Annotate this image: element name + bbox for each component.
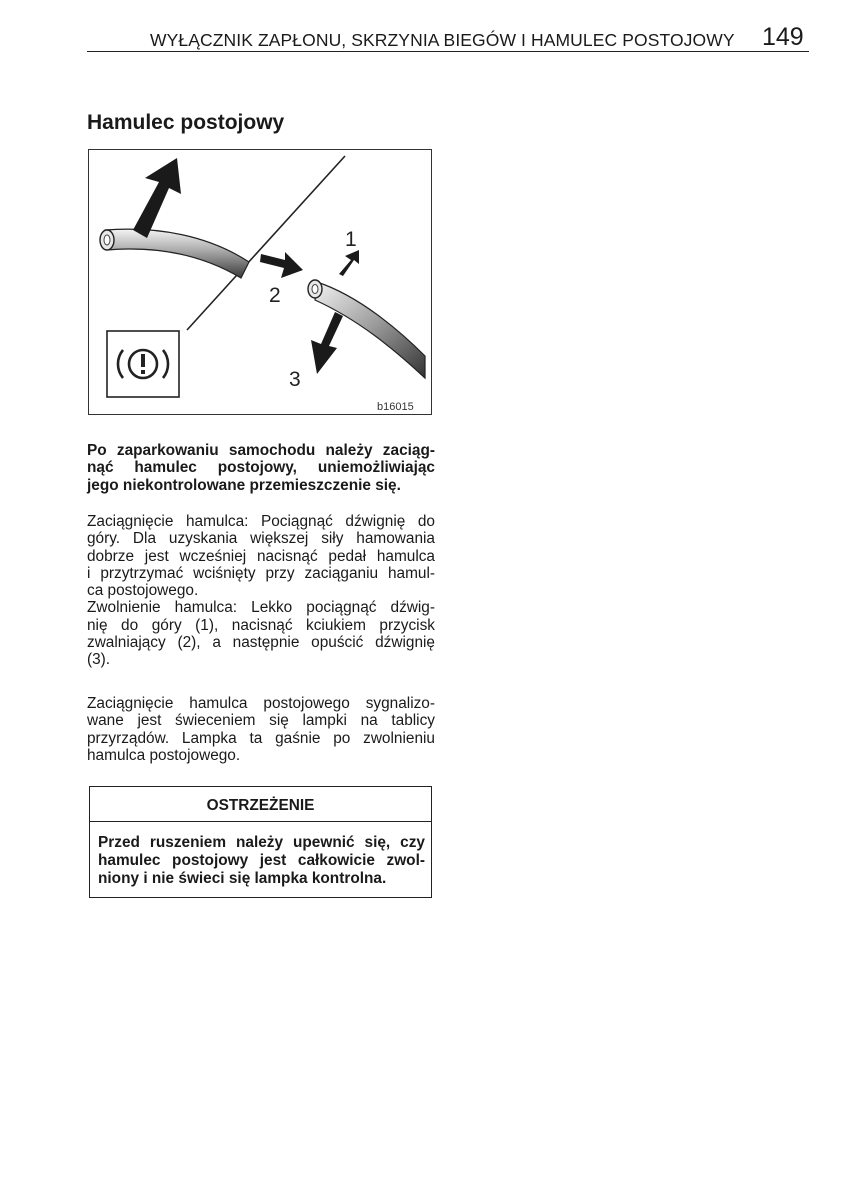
section-title: Hamulec postojowy: [87, 111, 285, 134]
figure-code: b16015: [377, 401, 414, 413]
callout-1: 1: [345, 228, 357, 251]
procedure-line: Zwolnienie hamulca: Lekko pociągnąć dźwig-: [87, 599, 435, 617]
procedure-line: (3).: [87, 651, 111, 669]
arrow-pull-up-icon: [339, 250, 359, 276]
page-number: 149: [762, 23, 804, 51]
intro-paragraph: [87, 442, 435, 494]
indicator-line: przyrządów. Lampka ta gaśnie po zwolnieniu: [87, 729, 435, 747]
indicator-line: wane jest świeceniem się lampki na tablicy: [87, 712, 435, 730]
procedure-line: ca postojowego.: [87, 582, 199, 600]
indicator-paragraph: [87, 695, 435, 764]
parking-brake-figure: [88, 149, 432, 415]
warning-line: niony i nie świeci się lampka kontrolna.: [98, 870, 387, 887]
warning-rule: [90, 821, 431, 822]
warning-text: [98, 834, 425, 888]
lever-left: [100, 229, 249, 278]
warning-title: OSTRZEŻENIE: [206, 797, 315, 814]
running-header: WYŁĄCZNIK ZAPŁONU, SKRZYNIA BIEGÓW I HAMULEC POSTOJOWY: [150, 30, 735, 50]
indicator-line: hamulca postojowego.: [87, 746, 241, 764]
procedure-line: i przytrzymać wciśnięty przy zaciąganiu hamul-: [87, 564, 435, 582]
indicator-line: Zaciągnięcie hamulca postojowego sygnalizo-: [87, 695, 435, 712]
procedure-line: dobrze jest wcześniej nacisnąć pedał hamulca: [87, 547, 435, 565]
callout-2: 2: [269, 284, 281, 307]
warning-line: hamulec postojowy jest całkowicie zwol-: [98, 852, 425, 869]
lever-right: [308, 280, 425, 378]
intro-line: nąć hamulec postojowy, uniemożliwiając: [87, 459, 435, 477]
arrow-press-button-icon: [260, 252, 303, 278]
procedure-line: góry. Dla uzyskania większej siły hamowania: [87, 530, 435, 548]
procedure-line: zwalniający (2), a następnie opuścić dźwignię: [87, 634, 435, 652]
procedure-line: nię do góry (1), nacisnąć kciukiem przycisk: [87, 616, 435, 634]
procedure-paragraph: [87, 513, 435, 669]
brake-warning-lamp-icon: [107, 331, 179, 397]
parking-brake-illustration: [89, 150, 433, 416]
procedure-line: Zaciągnięcie hamulca: Pociągnąć dźwignię do: [87, 513, 435, 530]
header-rule: [87, 51, 809, 52]
arrow-lower-icon: [311, 312, 343, 374]
warning-line: Przed ruszeniem należy upewnić się, czy: [98, 834, 425, 851]
arrow-up-icon: [133, 158, 181, 238]
warning-box: [89, 786, 432, 898]
intro-line: Po zaparkowaniu samochodu należy zaciąg-: [87, 442, 435, 459]
intro-line: jego niekontrolowane przemieszczenie się.: [87, 476, 401, 494]
callout-3: 3: [289, 368, 301, 391]
